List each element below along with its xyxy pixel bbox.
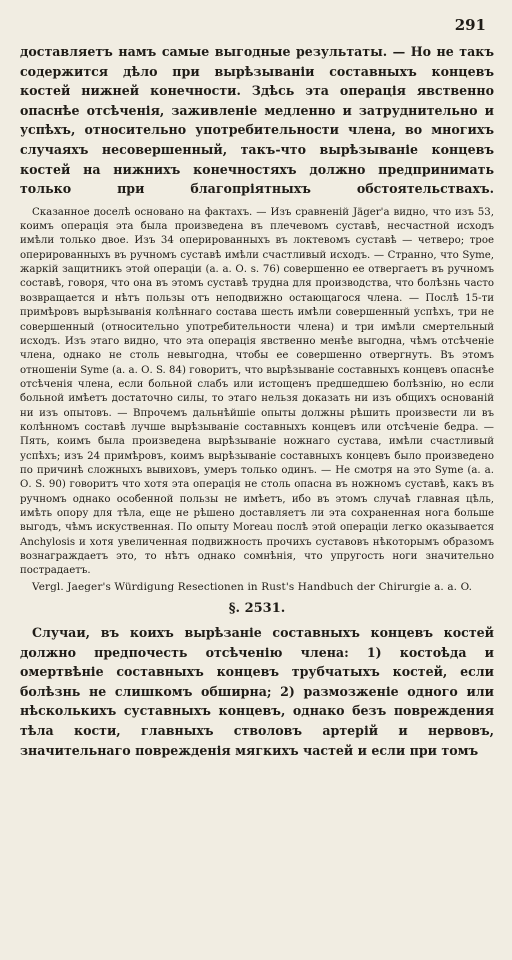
reference-note: Vergl. Jaeger's Würdigung Resectionen in Rust's Handbuch der Chirurgie a. a. O. [32, 580, 473, 593]
small-print-paragraph: Сказанное доселѣ основано на фактахъ. — Изъ сравненій Jäger'а видно, что изъ 53, коимъ операція эта была произведена въ плечевомъ суставѣ, несчастной исходъ имѣли только двое. Изъ 34 оперированныхъ въ локтевомъ суставѣ — четверо; трое оперированныхъ въ ручномъ суставѣ имѣли счастливый исходъ. — Странно, что Syme, жаркій защитникъ этой операціи (а. а. О. s. 76) совершенно ее отвергаетъ въ ручномъ составѣ, говоря, что она въ этомъ суставѣ трудна для производства, что болѣзнь часто возвращается и нѣтъ пользы отъ неподвижно остающагося члена. — Послѣ 15-ти примѣровъ вырѣзыванія колѣннаго состава шесть имѣли совершенный успѣхъ, три не совершенный (относительно употребительности члена) и три имѣли смертельный исходъ. Изъ этаго видно, что эта операція явственно менѣе выгодна, чѣмъ отсѣченіе члена, однако не столь невыгодна, чтобы ее совершенно отвергнуть. Въ этомъ отношеніи Syme (а. а. О. S. 84) говоритъ, что вырѣзываніе составныхъ концевъ опаснѣе отсѣченія члена, если больной слабъ или истощенъ предшедшею болѣзнію, но если больной имѣетъ достаточно силы, то этаго нельзя доказать ни изъ общихъ основаній ни изъ опытовъ. — Впрочемъ дальнѣйшіе опыты должны рѣшить произвести ли въ колѣнномъ составѣ лучше вырѣзываніе составныхъ концевъ или отсѣченіе бедра. — Пять, коимъ была произведена вырѣзываніе ножнаго сустава, имѣли счастливый успѣхъ; изъ 24 примѣровъ, коимъ вырѣзываніе составныхъ концевъ было произведено по причинѣ сложныхъ вывиховъ, умеръ только одинъ. — Не смотря на это Syme (а. а. О. S. 90) говоритъ что хотя эта операція не столь опасна въ ножномъ суставѣ, какъ въ ручномъ однако особенной пользы не имѣетъ, ибо въ этомъ случаѣ главная цѣль, имѣть опору для тѣла, еще не рѣшено доставляетъ ли эта сохраненная нога больше выгодъ, чѣмъ искуственная. По опыту Moreau послѣ этой операціи легко оказывается Anchylosis и хотя увеличенная подвижность прочихъ суставовъ нѣкоторымъ образомъ вознаграждаетъ это, то нѣтъ однако сомнѣнія, что упругость ноги значительно пострадаетъ. [20, 206, 494, 577]
page-number: 291 [454, 16, 486, 34]
section-heading: §. 2531. [228, 601, 286, 617]
section-paragraph: Случаи, въ коихъ вырѣзаніе составныхъ концевъ костей должно предпочесть отсѣченію члена: 1) костоѣда и омертвѣніе составныхъ концевъ трубчатыхъ костей, если болѣзнь не слишкомъ обширна; 2) размозженіе одного или нѣсколькихъ суставныхъ концевъ, однако безъ повреждения тѣла кости, главныхъ стволовъ артерій и нервовъ, значительнаго поврежденія мягкихъ частей и если при томъ [20, 625, 494, 758]
top-paragraph: доставляетъ намъ самые выгодные результаты. — Но не такъ содержится дѣло при вырѣзываніи составныхъ концевъ костей нижней конечности. Здѣсь эта операція явственно опаснѣе отсѣченія, заживленіе медленно и затруднительно и успѣхъ, относительно употребительности члена, во многихъ случаяхъ несовершенный, такъ-что вырѣзываніе концевъ костей на нижнихъ конечностяхъ должно предпринимать только при благопріятныхъ обстоятельствахъ. [20, 44, 494, 197]
